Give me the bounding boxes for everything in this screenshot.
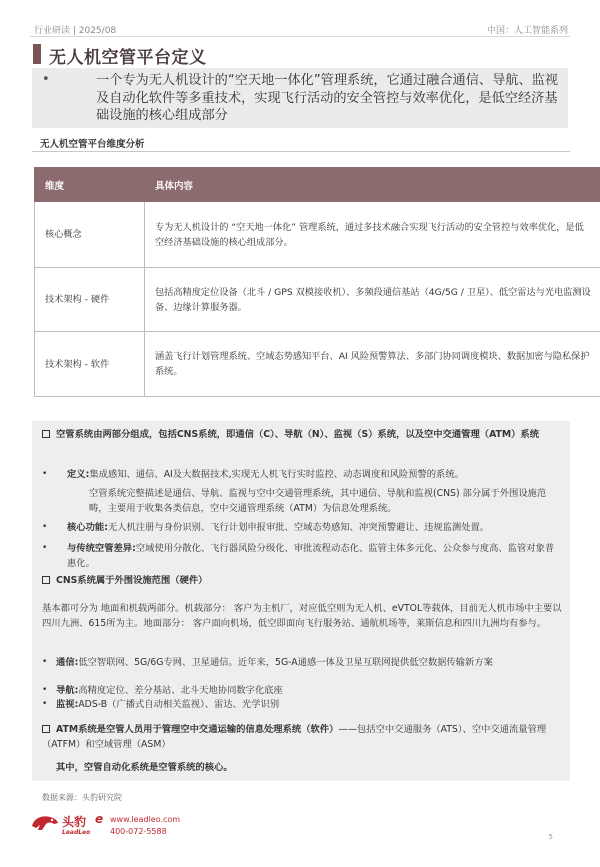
caption-divider [32,151,570,152]
table-row [35,202,600,268]
atm-core-note: 其中，空管自动化系统是空管系统的核心。 [56,762,233,773]
summary-text: 一个专为无人机设计的“空天地一体化”管理系统，它通过融合通信、导航、监视及自动化软件等多重技术，实现飞行活动的安全管控与效率优化，是低空经济基础设施的核心组成部分 [96,73,559,123]
row-content: 涵盖飞行计划管理系统、空域态势感知平台、AI 风险预警算法、多部门协同调度模块、数据加密与隐私保护系统。 [145,332,600,397]
difference-item: 与传统空管差异:空域使用分散化、飞行器风险分级化、审批流程动态化、监管主体多元化、公众参与度高、监管对象普惠化。 [67,543,555,569]
bullet-icon: • [42,685,48,695]
bullet-icon: • [42,469,48,479]
table-header-dimension: 维度 [35,168,145,202]
brand-name: 头豹 [62,815,87,829]
dimension-table [34,167,600,397]
cns-description: 基本都可分为 地面和机载两部分。机载部分： 客户为主机厂，对应低空则为无人机、eVTOL等载体，目前无人机市场中主要以四川九洲、615所为主。地面部分： 客户面向机场，低空即面向飞行服务站、通航机场等，莱斯信息和四川九洲均有参与。 [42,603,562,629]
table-row [35,268,600,332]
summary-box [32,68,568,128]
row-content: 包括高精度定位设备（北斗 / GPS 双模接收机）、多频段通信基站（4G/5G / 卫星）、低空雷达与光电监测设备、边缘计算服务器。 [145,268,600,332]
summary-bullet: • [42,72,50,87]
checkbox-icon [42,576,50,584]
checkbox-icon [42,725,50,733]
bullet-icon: • [42,543,48,553]
bullet-icon: • [42,522,48,532]
leopard-logo-icon [30,812,60,834]
atm-description: ATM系统是空管人员用于管理空中交通运输的信息处理系统（软件）——包括空中交通服务（ATS）、空中交通流量管理（ATFM）和空域管理（ASM） [42,724,547,750]
bullet-icon: • [42,657,48,667]
phone-number: 400-072-5588 [110,827,167,836]
page-title: 无人机空管平台定义 [49,48,207,68]
table-header-content: 具体内容 [145,168,600,202]
analysis-box [32,421,570,781]
row-dimension: 核心概念 [35,202,145,268]
data-source: 数据来源：头豹研究院 [42,793,122,802]
header-divider [30,36,570,37]
cns-atm-overview: 空管系统由两部分组成，包括CNS系统，即通信（C）、导航（N）、监视（S）系统，以及空中交通管理（ATM）系统 [42,428,562,443]
website-link[interactable]: www.leadleo.com [110,815,181,824]
navigation-item: 导航:高精度定位、差分基站、北斗天地协同数字化底座 [56,685,283,696]
communication-item: 通信:低空智联网、5G/6G专网、卫星通信。近年来，5G-A通感一体及卫星互联网提供低空数据传输新方案 [56,657,493,668]
definition-item: 定义:集成感知、通信、AI及大数据技术,实现无人机飞行实时监控、动态调度和风险预警的系统。 [67,469,464,480]
row-content: 专为无人机设计的 “空天地一体化” 管理系统，通过多技术融合实现飞行活动的安全管控与效率优化，是低空经济基础设施的核心组成部分。 [145,202,600,268]
checkbox-icon [42,430,50,438]
table-caption: 无人机空管平台维度分析 [40,139,145,150]
bullet-icon: • [42,699,48,709]
brand-subtitle: LeadLeo [62,829,91,836]
header-left: 行业研读 | 2025/08 [34,26,117,36]
table-row [35,332,600,397]
row-dimension: 技术架构 - 硬件 [35,268,145,332]
header-right: 中国：人工智能系列 [486,26,568,36]
title-accent-bar [33,44,41,64]
definition-detail: 空管系统完整描述是通信、导航、监视与空中交通管理系统，其中通信、导航和监视(CNS) 部分属于外围设施范畴，主要用于收集各类信息，空中交通管理系统（ATM）为信息处理系统。 [89,488,547,514]
row-dimension: 技术架构 - 软件 [35,332,145,397]
page-number: 5 [548,833,553,841]
surveillance-item: 监视:ADS-B（广播式自动相关监视）、雷达、光学识别 [56,699,280,710]
core-function-item: 核心功能:无人机注册与身份识别、飞行计划申报审批、空域态势感知、冲突预警避让、违规监测处置。 [67,522,490,533]
brand-e-mark: e [95,812,104,826]
cns-section-title: CNS系统属于外围设施范围（硬件） [42,574,562,589]
